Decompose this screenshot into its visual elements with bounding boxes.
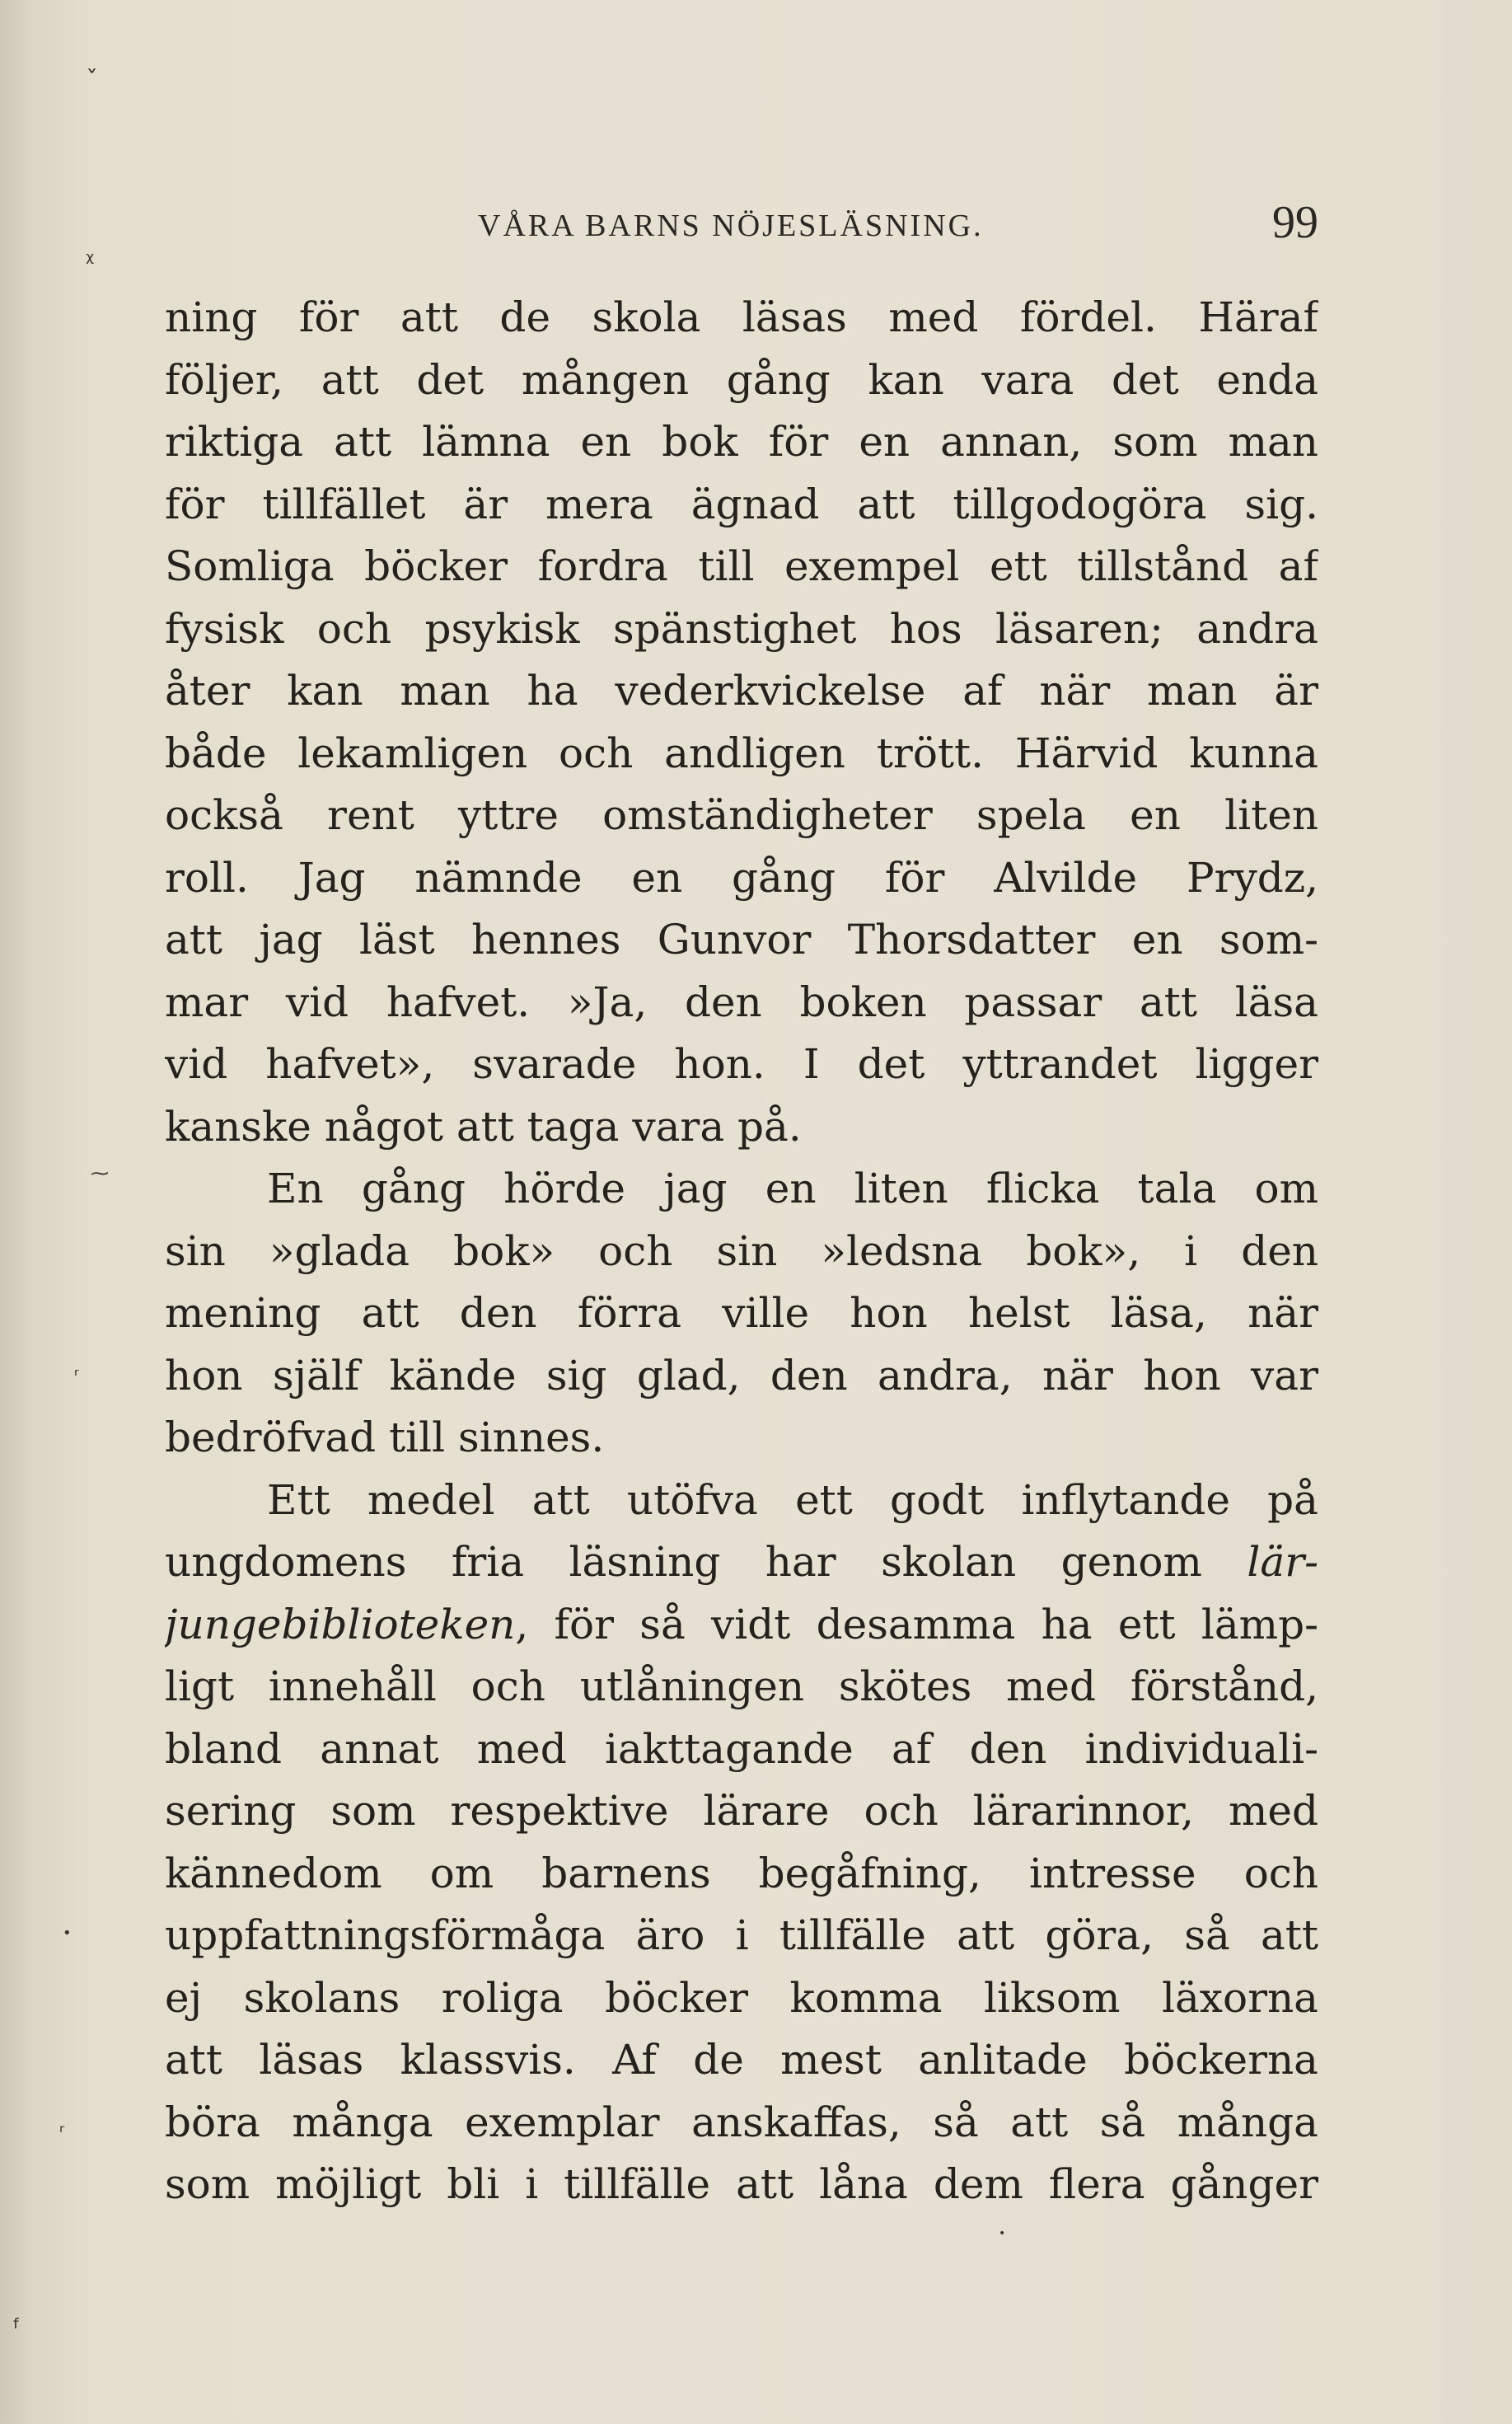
text-line: kanske något att taga vara på. [165, 1102, 802, 1151]
text-line: för tillfället är mera ägnad att tillgodogöra sig. [165, 480, 1318, 528]
text-line: kännedom om barnens begåfning, intresse och [165, 1849, 1318, 1897]
italic-text: jungebiblioteken [165, 1600, 516, 1648]
text-line: mening att den förra ville hon helst läsa, när [165, 1289, 1318, 1337]
text-line: också rent yttre omständigheter spela en liten [165, 791, 1318, 839]
text-line: sin »glada bok» och sin »ledsna bok», i den [165, 1226, 1318, 1275]
text-line: att läsas klassvis. Af de mest anlitade böckerna [165, 2036, 1318, 2084]
text-line: Ett medel att utöfva ett godt inflytande på [267, 1475, 1318, 1524]
text-line: böra många exemplar anskaffas, så att så många [165, 2098, 1318, 2146]
margin-mark: ᵣ [74, 1360, 79, 1381]
margin-mark: ᵣ [59, 2114, 65, 2137]
text-line: sering som respektive lärare och lärarinnor, med [165, 1787, 1318, 1835]
text-line: mar vid hafvet. »Ja, den boken passar att läsa [165, 978, 1318, 1026]
text-line [165, 1531, 1318, 1594]
text-line: Somliga böcker fordra till exempel ett tillstånd af [165, 542, 1318, 590]
text-line: uppfattningsförmåga äro i tillfälle att göra, så att [165, 1911, 1318, 1959]
running-head [165, 196, 1318, 254]
italic-text: lär- [1247, 1538, 1318, 1586]
text-line: En gång hörde jag en liten flicka tala om [267, 1165, 1318, 1212]
text-line: ning för att de skola läsas med fördel. Häraf [165, 293, 1318, 341]
margin-mark: • [63, 1925, 72, 1942]
text-line: bland annat med iakttagande af den individuali- [165, 1724, 1318, 1773]
margin-mark: ˇ [86, 66, 98, 95]
margin-mark: • [999, 2227, 1006, 2240]
text-line: både lekamligen och andligen trött. Härvid kunna [165, 729, 1318, 777]
text-line: att jag läst hennes Gunvor Thorsdatter en som- [165, 916, 1318, 964]
text-segment: , för så vidt desamma ha ett lämp- [515, 1600, 1318, 1648]
text-line: bedröfvad till sinnes. [165, 1414, 605, 1461]
text-line: vid hafvet», svarade hon. I det yttrandet ligger [165, 1040, 1318, 1088]
text-line: hon själf kände sig glad, den andra, när hon var [165, 1351, 1318, 1400]
text-line: fysisk och psykisk spänstighet hos läsaren; andra [165, 604, 1318, 653]
text-line: ligt innehåll och utlåningen skötes med förstånd, [165, 1662, 1318, 1710]
text-line: åter kan man ha vederkvickelse af när man är [165, 667, 1318, 715]
body-text [165, 287, 1318, 2216]
page-number: 99 [1272, 197, 1318, 248]
text-line: riktiga att lämna en bok för en annan, som man [165, 418, 1318, 466]
text-line: följer, att det mången gång kan vara det enda [165, 355, 1318, 404]
margin-mark: ᶠ [13, 2314, 21, 2343]
text-segment: ungdomens fria läsning har skolan genom [165, 1538, 1248, 1586]
margin-mark: ⁓ [91, 1164, 109, 1184]
text-line: som möjligt bli i tillfälle att låna dem flera gånger [165, 2160, 1318, 2208]
margin-mark: ᵡ [86, 247, 95, 274]
text-line: roll. Jag nämnde en gång för Alvilde Prydz, [165, 853, 1318, 902]
text-line: ej skolans roliga böcker komma liksom läxorna [165, 1973, 1318, 2022]
text-line [165, 1594, 1318, 1657]
running-head-title: VÅRA BARNS NÖJESLÄSNING. [478, 209, 984, 243]
